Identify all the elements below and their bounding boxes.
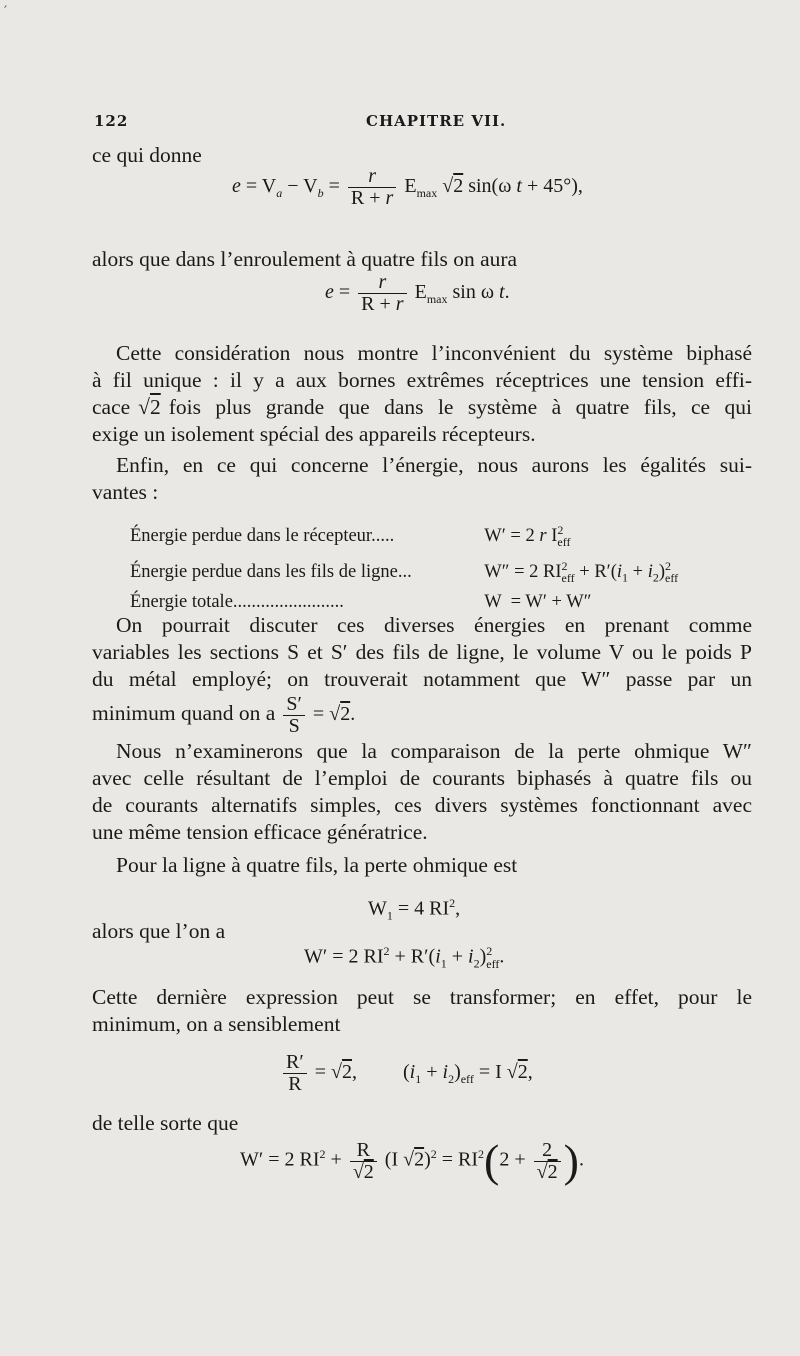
energy-formula: W = W′ + W″ <box>484 591 592 612</box>
paragraph-consideration <box>92 340 752 448</box>
energy-label: Énergie perdue dans les fils de ligne... <box>130 562 412 582</box>
paragraph-de-telle: de telle sorte que <box>92 1111 239 1135</box>
line-minimum <box>92 694 355 737</box>
paragraph-alors-on-a: alors que l’on a <box>92 919 226 943</box>
line: On pourrait discuter ces diverses énergies en prenant comme <box>116 613 752 637</box>
line: Enfin, en ce qui concerne l’énergie, nous aurons les égalités sui- <box>116 453 752 477</box>
paragraph-discuter <box>92 612 752 693</box>
paragraph-examinerons <box>92 738 752 846</box>
energy-formula: W′ = 2 r $I^2_{eff}$ <box>484 523 571 549</box>
line: Cette dernière expression peut se transformer; en effet, pour le <box>92 985 752 1009</box>
line-rest: fois plus grande que dans le système à quatre fils, ce qui <box>168 395 752 419</box>
line: exige un isolement spécial des appareils récepteurs. <box>92 422 536 446</box>
paragraph-enfin <box>92 452 752 506</box>
energy-row <box>130 590 678 614</box>
line: vantes : <box>92 480 159 504</box>
line: de courants alternatifs simples, ces divers systèmes fonctionnant avec <box>92 793 752 817</box>
line: du métal employé; on trouverait notamment que W″ passe par un <box>92 667 752 691</box>
sqrt-2: √2 <box>138 395 161 419</box>
energy-label: Énergie perdue dans le récepteur..... <box>130 526 395 547</box>
energy-row <box>130 518 678 554</box>
equation-ratio-r: $\frac{R'}{R}$ = √2, $(i_1 + i_2)_{eff} = I$ √2, <box>280 1052 533 1095</box>
equation-w1: $W_1 = 4$ $RI^2$, <box>368 896 461 923</box>
line: variables les sections S et S′ des fils de ligne, le volume V ou le poids P <box>92 640 752 664</box>
paragraph-ce-qui-donne: ce qui donne <box>92 143 202 167</box>
energy-row <box>130 554 678 590</box>
minimum-text: minimum quand on a <box>92 701 276 726</box>
line: Cette considération nous montre l’inconvénient du système biphasé <box>116 341 752 365</box>
line: Nous n’examinerons que la comparaison de la perte ohmique W″ <box>116 739 752 763</box>
energy-label: Énergie totale........................ <box>130 591 344 612</box>
line: une même tension efficace génératrice. <box>92 820 428 844</box>
running-head: CHAPITRE VII. <box>366 112 507 130</box>
paragraph-pour-ligne: Pour la ligne à quatre fils, la perte ohmique est <box>116 853 518 877</box>
paragraph-alors-enroulement: alors que dans l’enroulement à quatre fils on aura <box>92 247 518 271</box>
paragraph-derniere <box>92 984 752 1038</box>
equation-final: W′ = 2 $RI^2$ + $\frac{R}{√2}$ (I $√2)^2 = RI^2(2$ + $\frac{2}{√2}$ ). <box>240 1135 584 1186</box>
equation-e-va-vb: $e = V_a - V_b$ = $\frac{r}{R + r}$ $E_{max}$ √2 sin(ω t + 45°), <box>232 165 583 209</box>
line: à fil unique : il y a aux bornes extrêmes réceptrices une tension effi- <box>92 368 752 392</box>
page-number: 122 <box>94 112 129 130</box>
corner-mark: ′ <box>4 4 8 20</box>
equation-e-four-wire: e = $\frac{r}{R + r}$ $E_{max}$ sin ω t. <box>325 271 510 315</box>
line: minimum, on a sensiblement <box>92 1012 341 1036</box>
equation-ratio-s: $\frac{S'}{S}$ = √2. <box>280 703 355 725</box>
equation-w-prime: W′ = 2 $RI^2 + R'(i_1 + i_2)^2_{eff}$. <box>304 944 505 971</box>
line-start: cace <box>92 395 131 419</box>
energy-formula: W″ = 2 $RI^2_{eff} + R'(i_1 + i_2)^2_{eff}$ <box>484 558 679 585</box>
line: avec celle résultant de l’emploi de courants biphasés à quatre fils ou <box>92 766 752 790</box>
energy-table <box>130 518 678 614</box>
line <box>92 394 752 421</box>
